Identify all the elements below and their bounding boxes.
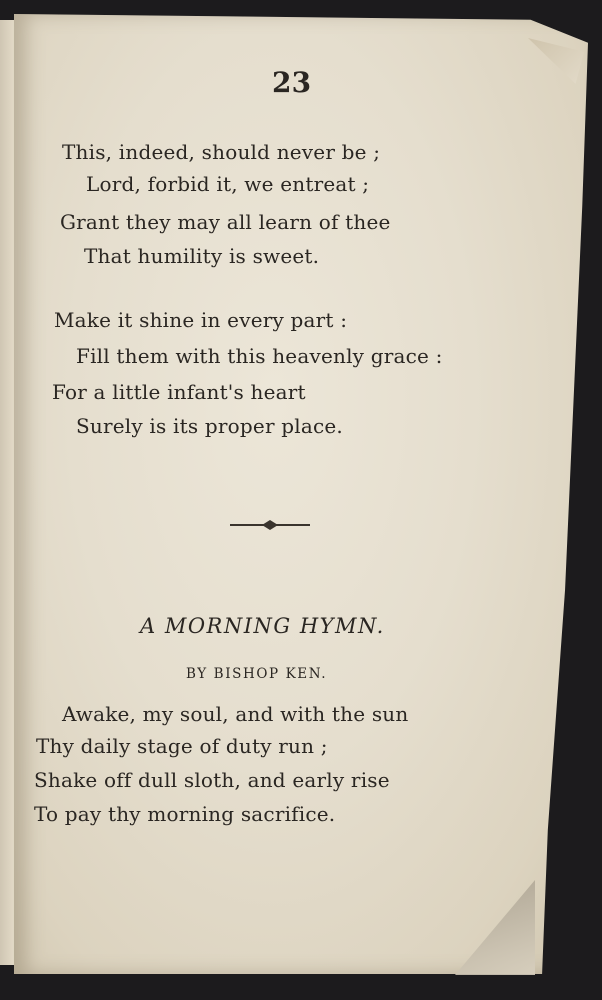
- poem-line: Fill them with this heavenly grace :: [76, 344, 443, 368]
- hymn-line: To pay thy morning sacrifice.: [34, 802, 336, 826]
- poem-line: That humility is sweet.: [84, 244, 320, 268]
- hymn-line: Thy daily stage of duty run ;: [36, 734, 328, 758]
- page-number: 23: [272, 66, 312, 99]
- hymn-byline: BY BISHOP KEN.: [186, 666, 328, 682]
- poem-line: Surely is its proper place.: [76, 414, 343, 438]
- poem-line: For a little infant's heart: [52, 380, 306, 404]
- hymn-title: A MORNING HYMN.: [140, 614, 385, 638]
- poem-line: Make it shine in every part :: [54, 308, 348, 332]
- poem-line: Lord, forbid it, we entreat ;: [86, 172, 370, 196]
- hymn-line: Awake, my soul, and with the sun: [62, 702, 409, 726]
- hymn-line: Shake off dull sloth, and early rise: [34, 768, 390, 792]
- poem-line: This, indeed, should never be ;: [62, 140, 381, 164]
- poem-line: Grant they may all learn of thee: [60, 210, 391, 234]
- rule-ornament-icon: [230, 518, 310, 532]
